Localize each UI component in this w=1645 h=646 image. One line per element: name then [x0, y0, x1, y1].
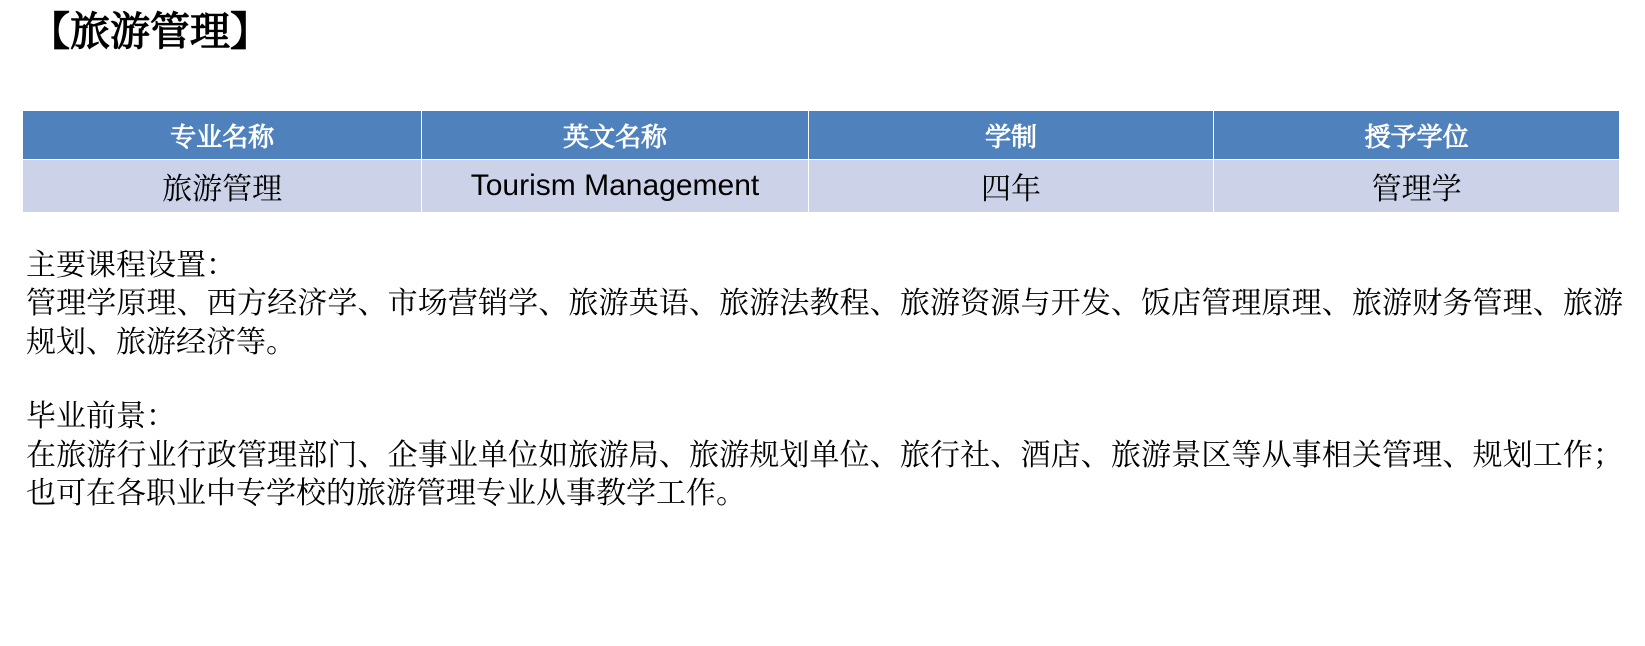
cell-major-name: 旅游管理 [23, 160, 422, 213]
document-page [0, 10, 1645, 646]
section-career-body: 在旅游行业行政管理部门、企事业单位如旅游局、旅游规划单位、旅行社、酒店、旅游景区等从事相关管理、规划工作；也可在各职业中专学校的旅游管理专业从事教学工作。 [26, 438, 1623, 510]
section-courses [22, 247, 1623, 362]
program-info-table [22, 110, 1620, 213]
section-career-label: 毕业前景： [26, 400, 176, 434]
table-header-duration: 学制 [808, 111, 1214, 160]
table-header-row [23, 111, 1620, 160]
section-courses-body: 管理学原理、西方经济学、市场营销学、旅游英语、旅游法教程、旅游资源与开发、饭店管理原理、旅游财务管理、旅游规划、旅游经济等。 [26, 287, 1623, 359]
cell-english-name: Tourism Management [422, 160, 808, 213]
table-header-major-name: 专业名称 [23, 111, 422, 160]
section-career [22, 398, 1623, 513]
section-courses-label: 主要课程设置： [26, 249, 236, 282]
table-header-english-name: 英文名称 [422, 111, 808, 160]
table-header-degree: 授予学位 [1214, 111, 1620, 160]
page-title: 【旅游管理】 [30, 10, 270, 54]
cell-degree: 管理学 [1214, 160, 1620, 213]
cell-duration: 四年 [808, 160, 1214, 213]
table-row [23, 160, 1620, 213]
